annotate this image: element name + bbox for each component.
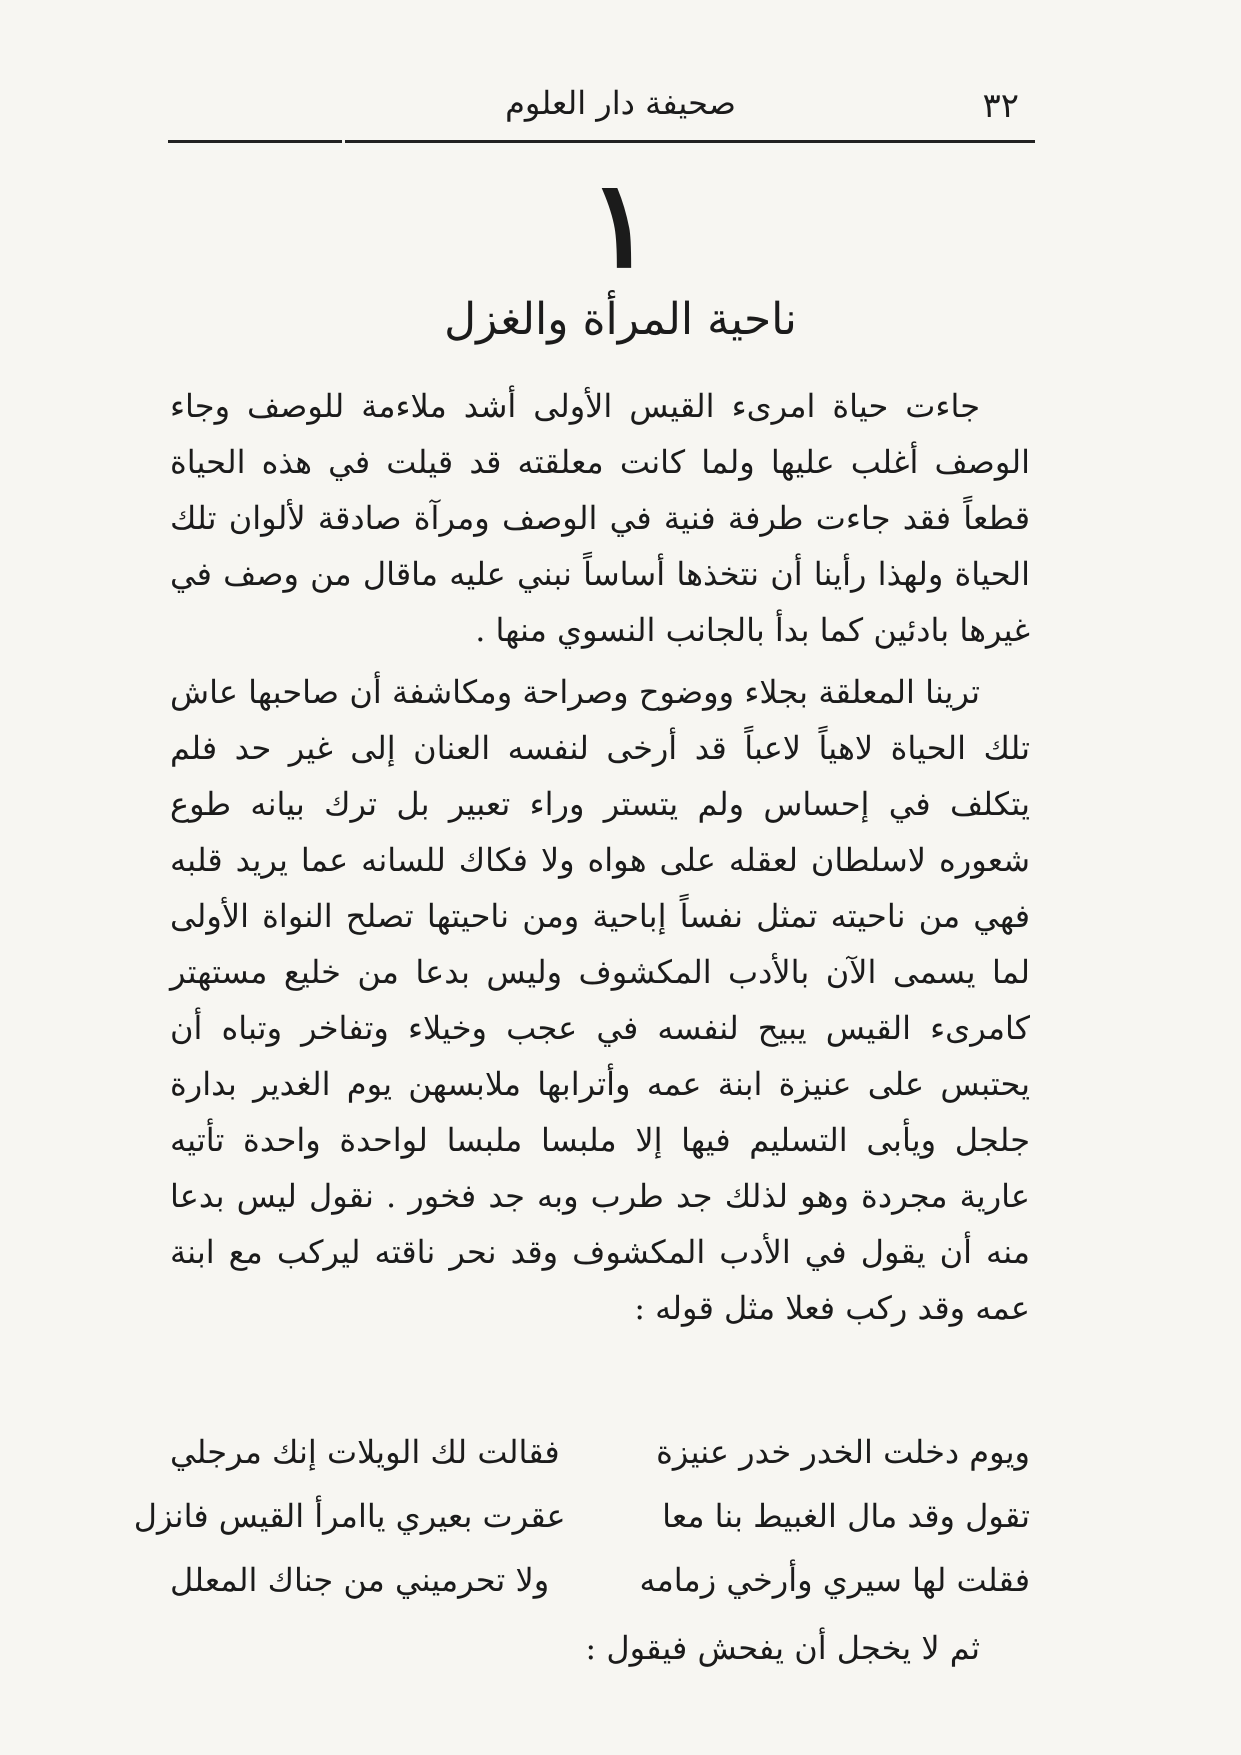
verse-row — [170, 1420, 1030, 1484]
page-number: ٣٢ — [982, 86, 1019, 126]
paragraph-2: ترينا المعلقة بجلاء ووضوح وصراحة ومكاشفة أن صاحبها عاش تلك الحياة لاهياً لاعباً قد أرخى لنفسه العنان إلى غير حد فلم يتكلف في إحساس ولم يتستر وراء تعبير بل ترك بيانه طوع شعوره لاسلطان لعقله على هواه ولا فكاك للسانه عما يريد قلبه فهي من ناحيته تمثل نفساً إباحية ومن ناحيتها تصلح النواة الأولى لما يسمى الآن بالأدب المكشوف وليس بدعا من خليع مستهتر كامرىء القيس يبيح لنفسه في عجب وخيلاء وتفاخر وتباه أن يحتبس على عنيزة ابنة عمه وأترابها ملابسهن يوم الغدير بدارة جلجل ويأبى التسليم فيها إلا ملبسا ملبسا لواحدة واحدة تأتيه عارية مجردة وهو لذلك جد طرب وبه جد فخور . نقول ليس بدعا منه أن يقول في الأدب المكشوف وقد نحر ناقته ليركب مع ابنة عمه وقد ركب فعلا مثل قوله : — [170, 673, 1031, 1327]
verse-first-hemistich: فقلت لها سيري وأرخي زمامه — [639, 1561, 1030, 1599]
paragraph-1: جاءت حياة امرىء القيس الأولى أشد ملاءمة للوصف وجاء الوصف أغلب عليها ولما كانت معلقته قد قيلت في هذه الحياة قطعاً فقد جاءت طرفة فنية في الوصف ومرآة صادقة لألوان تلك الحياة ولهذا رأينا أن نتخذها أساساً نبني عليه ماقال من وصف في غيرها بادئين كما بدأ بالجانب النسوي منها . — [170, 387, 1030, 649]
verse-second-hemistich: عقرت بعيري ياامرأ القيس فانزل — [133, 1497, 566, 1535]
running-head — [0, 78, 1241, 134]
verse-second-hemistich: فقالت لك الويلات إنك مرجلي — [170, 1433, 560, 1471]
body-text — [170, 378, 1030, 1336]
verse-row — [133, 1484, 1030, 1548]
verse-first-hemistich: تقول وقد مال الغبيط بنا معا — [662, 1497, 1030, 1535]
section-number: ١ — [588, 154, 653, 295]
section-title: ناحية المرأة والغزل — [444, 294, 797, 345]
closing-line: ثم لا يخجل أن يفحش فيقول : — [585, 1629, 980, 1667]
verse-second-hemistich: ولا تحرميني من جناك المعلل — [170, 1561, 550, 1599]
verse-first-hemistich: ويوم دخلت الخدر خدر عنيزة — [656, 1433, 1030, 1471]
header-rule-long — [345, 140, 1035, 143]
header-rule-short — [168, 140, 342, 143]
journal-title: صحيفة دار العلوم — [505, 84, 736, 122]
poem-verses — [133, 1420, 1030, 1612]
verse-row — [170, 1548, 1030, 1612]
